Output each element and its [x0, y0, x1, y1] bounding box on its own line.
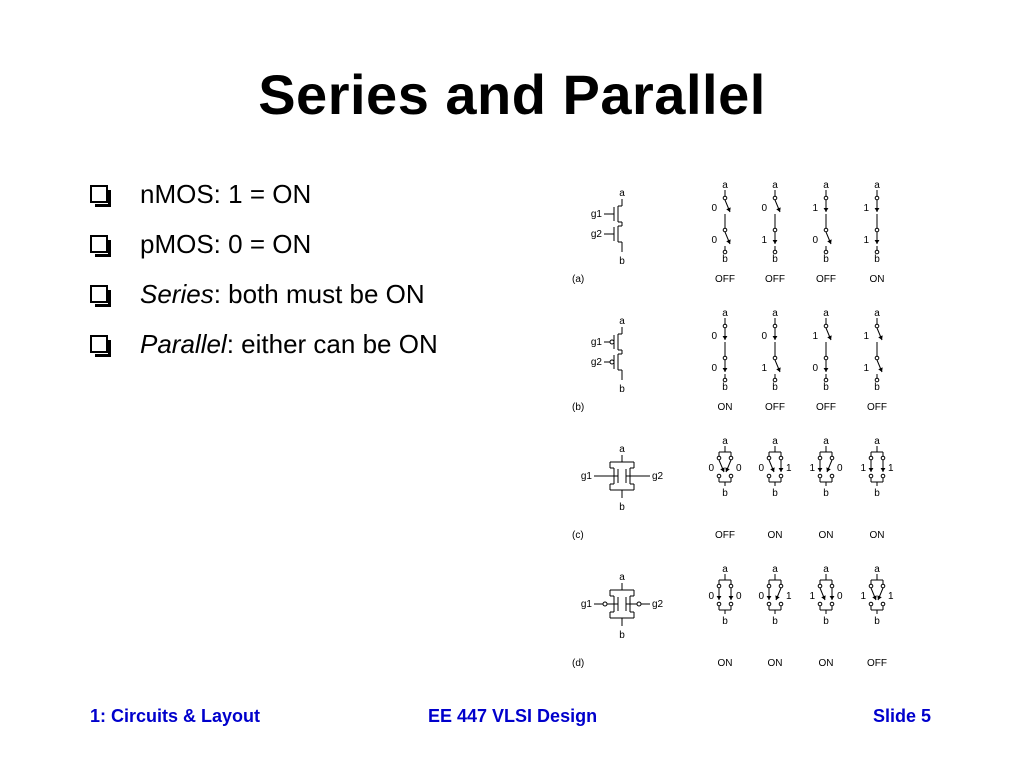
g1-value: 1	[809, 591, 815, 602]
arrow-head	[729, 596, 734, 600]
g2-value: 1	[786, 463, 792, 474]
switch-contact	[875, 356, 879, 360]
node-a-label: a	[619, 572, 625, 583]
switch-contact	[717, 584, 721, 588]
panel-label: (c)	[572, 530, 584, 541]
node-a-label: a	[772, 180, 778, 191]
switch-contact	[869, 602, 873, 606]
result-label: OFF	[867, 658, 887, 669]
arrow-head	[830, 596, 835, 600]
bullet-item: nMOS: 1 = ON	[90, 178, 438, 228]
g1-value: 1	[860, 463, 866, 474]
node-a-label: a	[619, 444, 625, 455]
g1-label: g1	[590, 209, 602, 220]
node-b-label: b	[823, 616, 829, 627]
switch-contact	[779, 584, 783, 588]
switch-contact	[824, 196, 828, 200]
switch-contact	[824, 228, 828, 232]
switch-contact	[830, 474, 834, 478]
arrow-head	[779, 468, 784, 472]
switch-contact	[881, 474, 885, 478]
g1-value: 0	[711, 203, 717, 214]
arrow-head	[773, 240, 778, 244]
switch-contact	[773, 324, 777, 328]
g2-value: 0	[711, 235, 717, 246]
switch-contact	[767, 456, 771, 460]
node-b-label: b	[619, 502, 625, 513]
node-a-label: a	[823, 436, 829, 447]
g2-value: 0	[711, 363, 717, 374]
switch-contact	[723, 356, 727, 360]
node-b-label: b	[874, 616, 880, 627]
g2-value: 0	[837, 591, 843, 602]
pmos-bubble	[610, 360, 614, 364]
case-0	[708, 436, 742, 541]
node-b-label: b	[619, 256, 625, 267]
node-a-label: a	[722, 436, 728, 447]
g2-label: g2	[590, 357, 602, 368]
pmos-bubble	[637, 602, 641, 606]
slide-title: Series and Parallel	[258, 63, 766, 126]
arrow-head	[723, 336, 728, 340]
result-label: ON	[818, 658, 834, 669]
switch-contact	[824, 324, 828, 328]
g1-value: 0	[708, 463, 714, 474]
switch-contact	[779, 474, 783, 478]
g2-value: 0	[837, 463, 843, 474]
node-b-label: b	[823, 382, 829, 393]
panel-label: (d)	[572, 658, 585, 669]
switch-contact	[773, 356, 777, 360]
switch-contact	[869, 584, 873, 588]
node-a-label: a	[619, 188, 625, 199]
switch-contact	[723, 324, 727, 328]
node-a-label: a	[722, 180, 728, 191]
switch-contact	[818, 456, 822, 460]
g1-value: 0	[711, 331, 717, 342]
node-b-label: b	[823, 254, 829, 265]
arrow-head	[824, 208, 829, 212]
node-b-label: b	[772, 616, 778, 627]
case-2	[809, 564, 843, 669]
case-0	[711, 308, 732, 413]
switch-contact	[869, 474, 873, 478]
result-label: OFF	[765, 402, 785, 413]
case-1	[761, 308, 785, 413]
footer-right: Slide 5	[873, 706, 932, 726]
switch-contact	[773, 196, 777, 200]
switch-contact	[818, 474, 822, 478]
g1-label: g1	[580, 599, 592, 610]
result-label: ON	[818, 530, 834, 541]
switch-contact	[723, 196, 727, 200]
switch-contact	[881, 584, 885, 588]
node-b-label: b	[772, 382, 778, 393]
g1-value: 1	[812, 203, 818, 214]
node-a-label: a	[772, 308, 778, 319]
g1-label: g1	[590, 337, 602, 348]
switch-contact	[717, 456, 721, 460]
bullet-list	[90, 178, 438, 378]
node-b-label: b	[874, 382, 880, 393]
g2-value: 1	[888, 591, 894, 602]
g2-value: 1	[863, 235, 869, 246]
result-label: ON	[717, 402, 733, 413]
node-a-label: a	[823, 180, 829, 191]
switch-contact	[729, 584, 733, 588]
result-label: OFF	[816, 274, 836, 285]
node-b-label: b	[722, 382, 728, 393]
case-3	[860, 564, 894, 669]
switch-contact	[779, 456, 783, 460]
case-1	[758, 436, 792, 541]
switch-contact	[875, 228, 879, 232]
result-label: OFF	[816, 402, 836, 413]
switch-contact	[729, 456, 733, 460]
g1-value: 1	[860, 591, 866, 602]
node-a-label: a	[619, 316, 625, 327]
switch-contact	[830, 584, 834, 588]
case-0	[708, 564, 742, 669]
arrow-head	[717, 596, 722, 600]
series-parallel-diagram	[560, 178, 900, 693]
g1-value: 1	[809, 463, 815, 474]
bullet-item: Series: both must be ON	[90, 278, 438, 328]
g1-label: g1	[580, 471, 592, 482]
case-0	[711, 180, 735, 285]
g2-label: g2	[590, 229, 602, 240]
switch-contact	[717, 602, 721, 606]
node-a-label: a	[874, 308, 880, 319]
node-b-label: b	[722, 488, 728, 499]
switch-contact	[818, 584, 822, 588]
g1-value: 0	[761, 203, 767, 214]
node-a-label: a	[823, 564, 829, 575]
footer-left: 1: Circuits & Layout	[90, 706, 261, 726]
arrow-head	[824, 368, 829, 372]
arrow-head	[875, 240, 880, 244]
switch-contact	[881, 602, 885, 606]
panel-c	[572, 436, 894, 541]
case-1	[761, 180, 785, 285]
switch-contact	[717, 474, 721, 478]
result-label: ON	[869, 274, 885, 285]
switch-contact	[773, 228, 777, 232]
pmos-bubble	[610, 340, 614, 344]
node-b-label: b	[772, 488, 778, 499]
pmos-bubble	[603, 602, 607, 606]
checkbox-bullet-icon	[90, 185, 108, 203]
g2-value: 1	[761, 363, 767, 374]
node-a-label: a	[823, 308, 829, 319]
switch-contact	[830, 602, 834, 606]
node-b-label: b	[874, 254, 880, 265]
bullet-item: pMOS: 0 = ON	[90, 228, 438, 278]
g1-value: 0	[761, 331, 767, 342]
g1-value: 1	[863, 331, 869, 342]
switch-contact	[723, 228, 727, 232]
checkbox-bullet-icon	[90, 285, 108, 303]
switch-contact	[767, 584, 771, 588]
g1-value: 1	[863, 203, 869, 214]
case-2	[809, 436, 843, 541]
result-label: ON	[717, 658, 733, 669]
bullet-item: Parallel: either can be ON	[90, 328, 438, 378]
node-b-label: b	[619, 630, 625, 641]
case-3	[860, 436, 894, 541]
switch-contact	[824, 356, 828, 360]
node-a-label: a	[772, 564, 778, 575]
switch-contact	[767, 602, 771, 606]
arrow-head	[773, 336, 778, 340]
g1-value: 0	[708, 591, 714, 602]
result-label: OFF	[715, 530, 735, 541]
switch-diagram-svg	[560, 178, 900, 688]
switch-contact	[875, 324, 879, 328]
node-b-label: b	[722, 254, 728, 265]
g2-value: 0	[736, 591, 742, 602]
g2-value: 1	[786, 591, 792, 602]
g1-value: 0	[758, 463, 764, 474]
g2-value: 0	[736, 463, 742, 474]
case-3	[863, 180, 884, 285]
node-a-label: a	[772, 436, 778, 447]
result-label: OFF	[867, 402, 887, 413]
switch-contact	[818, 602, 822, 606]
node-a-label: a	[874, 564, 880, 575]
result-label: ON	[767, 658, 783, 669]
result-label: ON	[767, 530, 783, 541]
g2-value: 0	[812, 235, 818, 246]
g2-value: 0	[812, 363, 818, 374]
checkbox-bullet-icon	[90, 335, 108, 353]
switch-contact	[869, 456, 873, 460]
node-b-label: b	[619, 384, 625, 395]
g1-value: 0	[758, 591, 764, 602]
g2-value: 1	[888, 463, 894, 474]
case-1	[758, 564, 792, 669]
node-b-label: b	[772, 254, 778, 265]
g2-value: 1	[761, 235, 767, 246]
node-a-label: a	[874, 180, 880, 191]
g1-value: 1	[812, 331, 818, 342]
node-b-label: b	[823, 488, 829, 499]
node-a-label: a	[874, 436, 880, 447]
panel-d	[572, 564, 894, 669]
node-b-label: b	[722, 616, 728, 627]
switch-contact	[779, 602, 783, 606]
g2-value: 1	[863, 363, 869, 374]
panel-b	[572, 308, 887, 413]
case-2	[812, 308, 836, 413]
result-label: OFF	[765, 274, 785, 285]
checkbox-bullet-icon	[90, 235, 108, 253]
node-a-label: a	[722, 308, 728, 319]
panel-label: (b)	[572, 402, 585, 413]
footer-center: EE 447 VLSI Design	[428, 706, 598, 726]
switch-contact	[767, 474, 771, 478]
result-label: ON	[869, 530, 885, 541]
arrow-head	[875, 208, 880, 212]
arrow-head	[881, 468, 886, 472]
switch-contact	[729, 602, 733, 606]
switch-contact	[830, 456, 834, 460]
g2-label: g2	[652, 599, 664, 610]
panel-label: (a)	[572, 274, 585, 285]
arrow-head	[818, 468, 823, 472]
case-3	[863, 308, 887, 413]
panel-a	[572, 180, 885, 285]
result-label: OFF	[715, 274, 735, 285]
switch-contact	[875, 196, 879, 200]
switch-contact	[729, 474, 733, 478]
arrow-head	[869, 468, 874, 472]
node-b-label: b	[874, 488, 880, 499]
switch-contact	[881, 456, 885, 460]
g2-label: g2	[652, 471, 664, 482]
node-a-label: a	[722, 564, 728, 575]
arrow-head	[767, 596, 772, 600]
case-2	[812, 180, 836, 285]
arrow-head	[723, 368, 728, 372]
